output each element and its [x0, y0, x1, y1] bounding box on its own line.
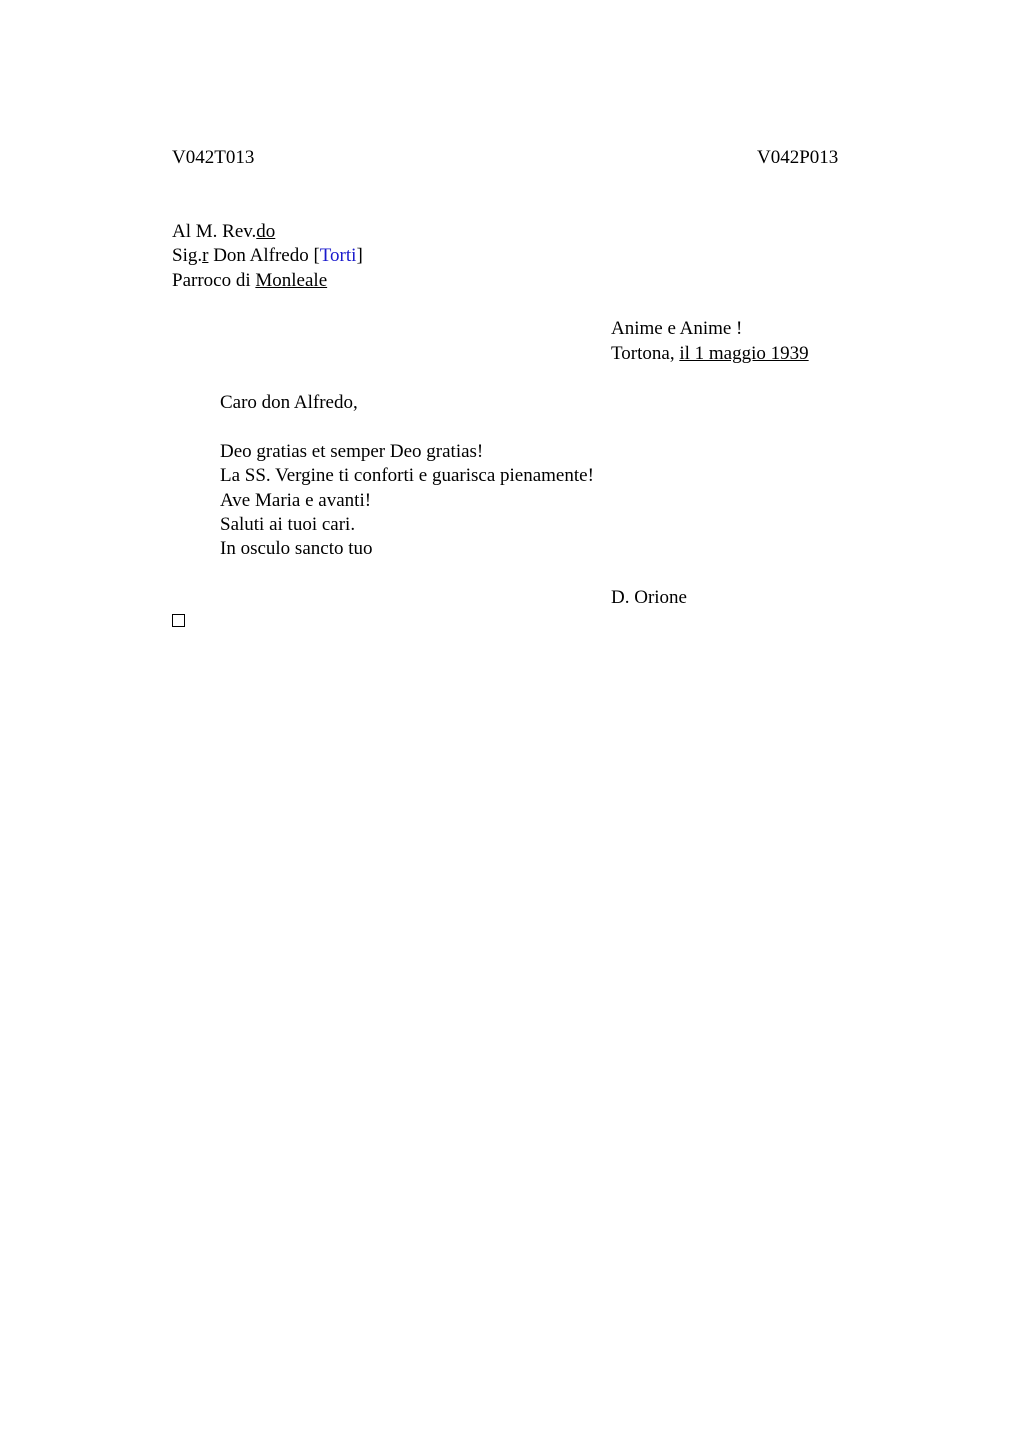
motto: Anime e Anime !	[611, 318, 743, 339]
address-line-3	[172, 269, 327, 293]
body-line: Deo gratias et semper Deo gratias!	[220, 441, 484, 462]
address-line-1-abbrev: do	[256, 221, 276, 242]
address-line-1-prefix: Al M. Rev.	[172, 221, 257, 242]
address-line-2-abbrev: r	[202, 245, 209, 266]
place: Tortona,	[611, 343, 680, 364]
body-line: Saluti ai tuoi cari.	[220, 514, 356, 535]
place-date	[611, 342, 809, 366]
square-box-icon	[172, 614, 185, 627]
address-parish: Monleale	[255, 270, 328, 291]
address-line-2-prefix: Sig.	[172, 245, 203, 266]
address-line-2	[172, 244, 363, 268]
date: il 1 maggio 1939	[679, 343, 809, 364]
document-code-left: V042T013	[172, 147, 255, 168]
body-line: In osculo sancto tuo	[220, 538, 373, 559]
salutation: Caro don Alfredo,	[220, 392, 358, 413]
body-line: La SS. Vergine ti conforti e guarisca pienamente!	[220, 465, 594, 486]
address-surname-editorial: Torti	[319, 245, 357, 266]
address-line-3-prefix: Parroco di	[172, 270, 256, 291]
address-line-2-close: ]	[356, 245, 363, 266]
body-line: Ave Maria e avanti!	[220, 490, 372, 511]
address-line-2-name: Don Alfredo [	[208, 245, 320, 266]
address-line-1	[172, 220, 275, 244]
signature: D. Orione	[611, 587, 687, 608]
document-code-right: V042P013	[757, 147, 839, 168]
